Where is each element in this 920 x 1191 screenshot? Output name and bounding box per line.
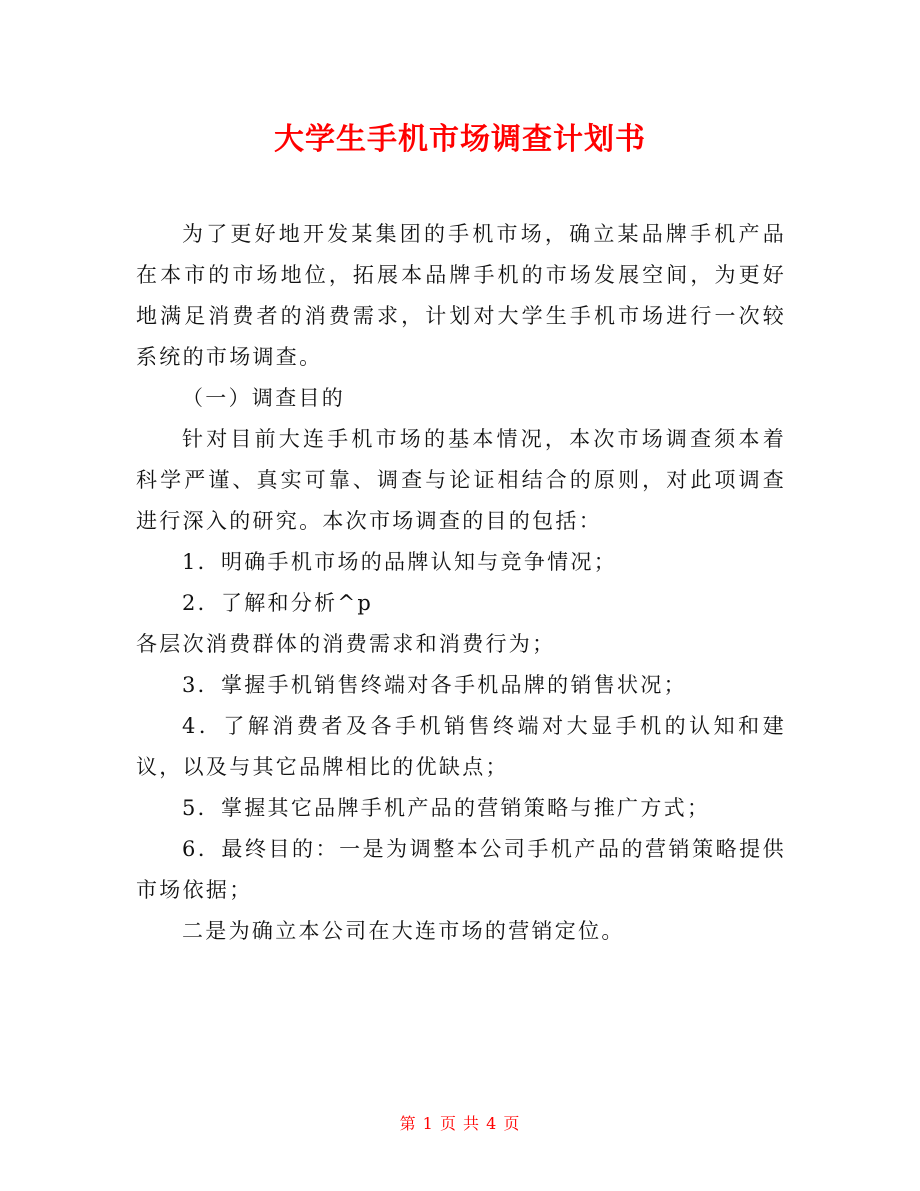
list-item-6: 6．最终目的：一是为调整本公司手机产品的营销策略提供市场依据； [136, 837, 786, 902]
list-item-6-continuation: 二是为确立本公司在大连市场的营销定位。 [182, 919, 625, 943]
section-heading-purpose: （一）调查目的 [182, 386, 346, 410]
paragraph-intro: 为了更好地开发某集团的手机市场，确立某品牌手机产品在本市的市场地位，拓展本品牌手机的市场发展空间，为更好地满足消费者的消费需求，计划对大学生手机市场进行一次较系统的市场调查。 [136, 222, 786, 369]
list-item-2: 2．了解和分析^p [182, 591, 374, 615]
document-title: 大学生手机市场调查计划书 [274, 122, 646, 157]
list-item-2-continuation: 各层次消费群体的消费需求和消费行为； [136, 632, 556, 656]
list-item-1: 1．明确手机市场的品牌认知与竞争情况； [182, 550, 618, 574]
page-footer: 第 1 页 共 4 页 [399, 1114, 521, 1133]
paragraph-purpose: 针对目前大连手机市场的基本情况，本次市场调查须本着科学严谨、真实可靠、调查与论证相结合的原则，对此项调查进行深入的研究。本次市场调查的目的包括： [136, 427, 786, 533]
document-body [136, 214, 786, 952]
list-item-4: 4．了解消费者及各手机销售终端对大显手机的认知和建议，以及与其它品牌相比的优缺点； [136, 714, 786, 779]
list-item-5: 5．掌握其它品牌手机产品的营销策略与推广方式； [182, 796, 711, 820]
list-item-3: 3．掌握手机销售终端对各手机品牌的销售状况； [182, 673, 687, 697]
